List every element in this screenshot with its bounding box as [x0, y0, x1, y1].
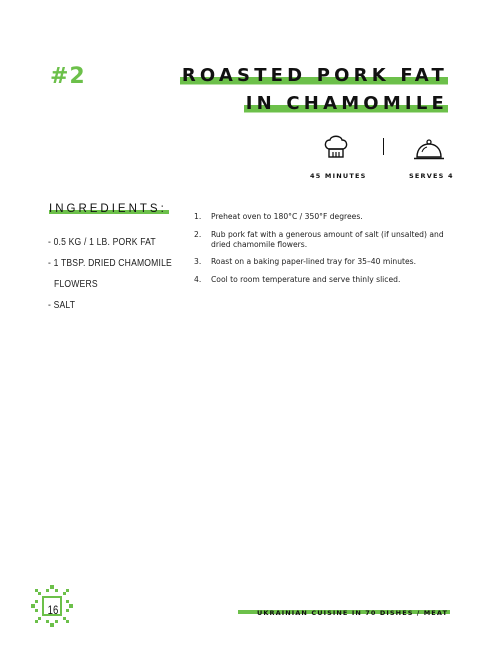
- step-item: [194, 257, 464, 267]
- step-item: [194, 230, 464, 250]
- chef-hat-icon: [322, 132, 350, 160]
- recipe-title-line-2: [244, 93, 448, 115]
- cloche-icon: [413, 138, 445, 162]
- step-number: 3.: [194, 257, 202, 266]
- meta-divider: [383, 138, 384, 155]
- ingredient-item: - 1 TBSP. DRIED CHAMOMILE: [48, 258, 172, 269]
- footer-book-title: UKRAINIAN CUISINE IN 70 DISHES / MEAT: [256, 609, 448, 617]
- method-steps: [194, 212, 464, 292]
- recipe-number: #2: [50, 64, 86, 89]
- step-text: Roast on a baking paper-lined tray for 35–40 minutes.: [211, 257, 417, 266]
- ingredient-item: - 0.5 KG / 1 LB. PORK FAT: [48, 237, 156, 248]
- step-text: Cool to room temperature and serve thinly sliced.: [211, 274, 401, 284]
- step-item: [194, 275, 464, 285]
- page-number: 16: [47, 603, 59, 617]
- ingredient-item-continuation: FLOWERS: [54, 279, 98, 290]
- time-label: 45 MINUTES: [310, 172, 367, 180]
- title-text-2: IN CHAMOMILE: [245, 93, 448, 114]
- step-number: 1.: [194, 212, 202, 221]
- ingredient-item: - SALT: [48, 300, 76, 311]
- recipe-title-line-1: [180, 65, 448, 87]
- ingredients-list: [48, 232, 192, 316]
- ingredients-heading: INGREDIENTS:: [49, 203, 167, 215]
- serves-label: SERVES 4: [409, 172, 454, 180]
- step-number: 4.: [194, 274, 202, 284]
- title-text-1: ROASTED PORK FAT: [181, 65, 448, 86]
- step-text: Rub pork fat with a generous amount of salt (if unsalted) and dried chamomile flowers.: [211, 229, 444, 249]
- ingredient-item: [48, 274, 172, 295]
- step-item: [194, 212, 464, 222]
- step-number: 2.: [194, 229, 202, 239]
- step-text: Preheat oven to 180°C / 350°F degrees.: [211, 212, 363, 221]
